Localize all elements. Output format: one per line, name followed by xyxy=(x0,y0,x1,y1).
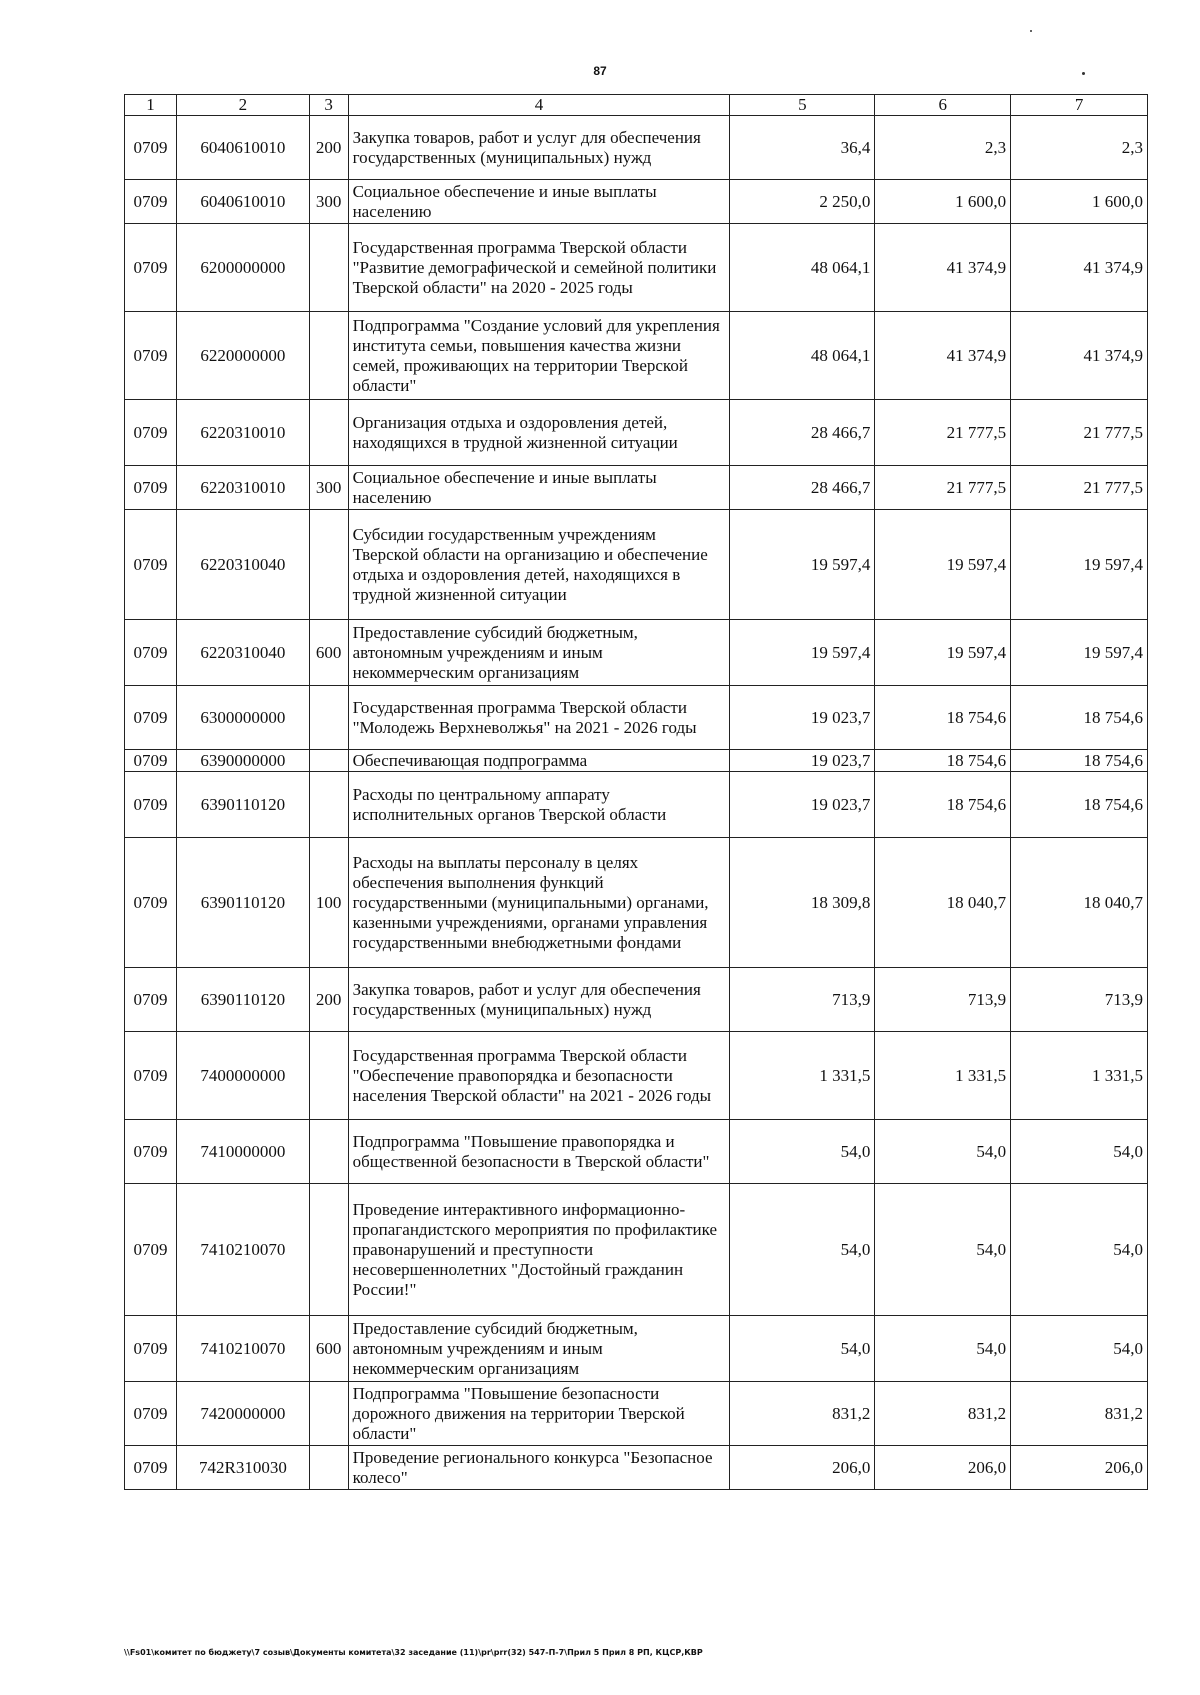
amount-col6-cell: 1 600,0 xyxy=(875,180,1011,224)
target-article-cell: 6040610010 xyxy=(177,180,310,224)
target-article-cell: 742R310030 xyxy=(177,1446,310,1490)
expense-type-cell xyxy=(309,400,348,466)
section-code-cell: 0709 xyxy=(125,1316,177,1382)
expense-type-cell: 100 xyxy=(309,838,348,968)
description-cell: Государственная программа Тверской области "Обеспечение правопорядка и безопасности населения Тверской области" на 2021 - 2026 годы xyxy=(348,1032,730,1120)
column-header-2: 2 xyxy=(177,95,310,116)
section-code-cell: 0709 xyxy=(125,838,177,968)
table-row xyxy=(125,510,1148,620)
section-code-cell: 0709 xyxy=(125,750,177,772)
description-cell: Подпрограмма "Создание условий для укрепления института семьи, повышения качества жизни семей, проживающих на территории Тверской области" xyxy=(348,312,730,400)
target-article-cell: 6300000000 xyxy=(177,686,310,750)
amount-col5-cell: 36,4 xyxy=(730,116,875,180)
amount-col6-cell: 19 597,4 xyxy=(875,620,1011,686)
amount-col7-cell: 1 600,0 xyxy=(1011,180,1148,224)
amount-col5-cell: 19 023,7 xyxy=(730,750,875,772)
amount-col5-cell: 206,0 xyxy=(730,1446,875,1490)
amount-col6-cell: 54,0 xyxy=(875,1184,1011,1316)
amount-col6-cell: 41 374,9 xyxy=(875,224,1011,312)
amount-col7-cell: 713,9 xyxy=(1011,968,1148,1032)
section-code-cell: 0709 xyxy=(125,772,177,838)
target-article-cell: 6390110120 xyxy=(177,838,310,968)
amount-col6-cell: 18 040,7 xyxy=(875,838,1011,968)
expense-type-cell: 200 xyxy=(309,116,348,180)
expense-type-cell: 600 xyxy=(309,1316,348,1382)
target-article-cell: 7410210070 xyxy=(177,1316,310,1382)
target-article-cell: 6390000000 xyxy=(177,750,310,772)
section-code-cell: 0709 xyxy=(125,968,177,1032)
footer-file-path: \\Fs01\комитет по бюджету\7 созыв\Документы комитета\32 заседание (11)\pr\prr(32) 547-П-7\Прил 5 Прил 8 РП, КЦСР,КВР xyxy=(124,1648,703,1657)
table-row xyxy=(125,1032,1148,1120)
description-cell: Закупка товаров, работ и услуг для обеспечения государственных (муниципальных) нужд xyxy=(348,116,730,180)
header-row xyxy=(125,95,1148,116)
amount-col6-cell: 831,2 xyxy=(875,1382,1011,1446)
expense-type-cell xyxy=(309,750,348,772)
expense-type-cell xyxy=(309,686,348,750)
description-cell: Предоставление субсидий бюджетным, автономным учреждениям и иным некоммерческим организациям xyxy=(348,1316,730,1382)
amount-col6-cell: 1 331,5 xyxy=(875,1032,1011,1120)
amount-col7-cell: 831,2 xyxy=(1011,1382,1148,1446)
column-header-4: 4 xyxy=(348,95,730,116)
table-row xyxy=(125,1382,1148,1446)
column-header-1: 1 xyxy=(125,95,177,116)
amount-col6-cell: 41 374,9 xyxy=(875,312,1011,400)
table-row xyxy=(125,180,1148,224)
table-row xyxy=(125,968,1148,1032)
expense-type-cell: 300 xyxy=(309,180,348,224)
scan-speck xyxy=(1030,30,1032,32)
amount-col7-cell: 54,0 xyxy=(1011,1184,1148,1316)
description-cell: Проведение интерактивного информационно-пропагандистского мероприятия по профилактике правонарушений и преступности несовершеннолетних "Достойный гражданин России!" xyxy=(348,1184,730,1316)
section-code-cell: 0709 xyxy=(125,1382,177,1446)
amount-col6-cell: 2,3 xyxy=(875,116,1011,180)
budget-table xyxy=(124,94,1148,1490)
section-code-cell: 0709 xyxy=(125,312,177,400)
section-code-cell: 0709 xyxy=(125,224,177,312)
section-code-cell: 0709 xyxy=(125,1446,177,1490)
table-row xyxy=(125,686,1148,750)
amount-col7-cell: 41 374,9 xyxy=(1011,224,1148,312)
description-cell: Подпрограмма "Повышение безопасности дорожного движения на территории Тверской области" xyxy=(348,1382,730,1446)
amount-col6-cell: 21 777,5 xyxy=(875,466,1011,510)
amount-col5-cell: 18 309,8 xyxy=(730,838,875,968)
amount-col6-cell: 18 754,6 xyxy=(875,772,1011,838)
amount-col7-cell: 54,0 xyxy=(1011,1316,1148,1382)
expense-type-cell xyxy=(309,510,348,620)
section-code-cell: 0709 xyxy=(125,466,177,510)
expense-type-cell xyxy=(309,772,348,838)
table-row xyxy=(125,466,1148,510)
target-article-cell: 7420000000 xyxy=(177,1382,310,1446)
section-code-cell: 0709 xyxy=(125,180,177,224)
amount-col7-cell: 206,0 xyxy=(1011,1446,1148,1490)
target-article-cell: 6200000000 xyxy=(177,224,310,312)
scan-speck xyxy=(1082,72,1085,75)
amount-col6-cell: 18 754,6 xyxy=(875,686,1011,750)
amount-col6-cell: 54,0 xyxy=(875,1120,1011,1184)
description-cell: Подпрограмма "Повышение правопорядка и общественной безопасности в Тверской области" xyxy=(348,1120,730,1184)
section-code-cell: 0709 xyxy=(125,620,177,686)
target-article-cell: 6220310040 xyxy=(177,510,310,620)
amount-col5-cell: 19 023,7 xyxy=(730,772,875,838)
expense-type-cell xyxy=(309,1184,348,1316)
amount-col5-cell: 28 466,7 xyxy=(730,466,875,510)
description-cell: Социальное обеспечение и иные выплаты населению xyxy=(348,180,730,224)
amount-col5-cell: 1 331,5 xyxy=(730,1032,875,1120)
amount-col6-cell: 54,0 xyxy=(875,1316,1011,1382)
section-code-cell: 0709 xyxy=(125,1184,177,1316)
target-article-cell: 6040610010 xyxy=(177,116,310,180)
amount-col7-cell: 1 331,5 xyxy=(1011,1032,1148,1120)
amount-col5-cell: 19 597,4 xyxy=(730,620,875,686)
amount-col7-cell: 18 040,7 xyxy=(1011,838,1148,968)
table-row xyxy=(125,772,1148,838)
expense-type-cell: 300 xyxy=(309,466,348,510)
expense-type-cell xyxy=(309,1120,348,1184)
expense-type-cell xyxy=(309,224,348,312)
table-row xyxy=(125,1316,1148,1382)
table-row xyxy=(125,838,1148,968)
table-row xyxy=(125,400,1148,466)
description-cell: Государственная программа Тверской области "Развитие демографической и семейной политики Тверской области" на 2020 - 2025 годы xyxy=(348,224,730,312)
amount-col5-cell: 54,0 xyxy=(730,1316,875,1382)
target-article-cell: 6220000000 xyxy=(177,312,310,400)
description-cell: Социальное обеспечение и иные выплаты населению xyxy=(348,466,730,510)
target-article-cell: 6390110120 xyxy=(177,968,310,1032)
table-row xyxy=(125,116,1148,180)
description-cell: Государственная программа Тверской области "Молодежь Верхневолжья" на 2021 - 2026 годы xyxy=(348,686,730,750)
amount-col5-cell: 28 466,7 xyxy=(730,400,875,466)
section-code-cell: 0709 xyxy=(125,116,177,180)
table-row xyxy=(125,750,1148,772)
amount-col6-cell: 19 597,4 xyxy=(875,510,1011,620)
section-code-cell: 0709 xyxy=(125,1032,177,1120)
table-row xyxy=(125,1184,1148,1316)
description-cell: Обеспечивающая подпрограмма xyxy=(348,750,730,772)
target-article-cell: 7400000000 xyxy=(177,1032,310,1120)
table-row xyxy=(125,620,1148,686)
amount-col6-cell: 18 754,6 xyxy=(875,750,1011,772)
amount-col7-cell: 21 777,5 xyxy=(1011,400,1148,466)
table-row xyxy=(125,1446,1148,1490)
page-number: 87 xyxy=(593,64,607,78)
section-code-cell: 0709 xyxy=(125,510,177,620)
amount-col7-cell: 18 754,6 xyxy=(1011,686,1148,750)
target-article-cell: 6220310040 xyxy=(177,620,310,686)
expense-type-cell: 600 xyxy=(309,620,348,686)
table-row xyxy=(125,312,1148,400)
amount-col7-cell: 19 597,4 xyxy=(1011,510,1148,620)
table-row xyxy=(125,1120,1148,1184)
amount-col5-cell: 713,9 xyxy=(730,968,875,1032)
column-header-7: 7 xyxy=(1011,95,1148,116)
expense-type-cell xyxy=(309,1446,348,1490)
amount-col7-cell: 2,3 xyxy=(1011,116,1148,180)
amount-col7-cell: 18 754,6 xyxy=(1011,772,1148,838)
section-code-cell: 0709 xyxy=(125,686,177,750)
target-article-cell: 6220310010 xyxy=(177,466,310,510)
amount-col6-cell: 713,9 xyxy=(875,968,1011,1032)
column-header-6: 6 xyxy=(875,95,1011,116)
amount-col5-cell: 48 064,1 xyxy=(730,224,875,312)
amount-col7-cell: 19 597,4 xyxy=(1011,620,1148,686)
column-header-5: 5 xyxy=(730,95,875,116)
description-cell: Расходы на выплаты персоналу в целях обеспечения выполнения функций государственными (муниципальными) органами, казенными учреждениями, органами управления государственными внебюджетными фондами xyxy=(348,838,730,968)
expense-type-cell xyxy=(309,1382,348,1446)
amount-col7-cell: 41 374,9 xyxy=(1011,312,1148,400)
expense-type-cell xyxy=(309,312,348,400)
target-article-cell: 6390110120 xyxy=(177,772,310,838)
amount-col5-cell: 54,0 xyxy=(730,1184,875,1316)
amount-col5-cell: 48 064,1 xyxy=(730,312,875,400)
amount-col7-cell: 54,0 xyxy=(1011,1120,1148,1184)
amount-col7-cell: 18 754,6 xyxy=(1011,750,1148,772)
amount-col6-cell: 21 777,5 xyxy=(875,400,1011,466)
section-code-cell: 0709 xyxy=(125,1120,177,1184)
description-cell: Закупка товаров, работ и услуг для обеспечения государственных (муниципальных) нужд xyxy=(348,968,730,1032)
amount-col5-cell: 831,2 xyxy=(730,1382,875,1446)
description-cell: Предоставление субсидий бюджетным, автономным учреждениям и иным некоммерческим организациям xyxy=(348,620,730,686)
amount-col5-cell: 19 023,7 xyxy=(730,686,875,750)
description-cell: Проведение регионального конкурса "Безопасное колесо" xyxy=(348,1446,730,1490)
expense-type-cell xyxy=(309,1032,348,1120)
amount-col5-cell: 54,0 xyxy=(730,1120,875,1184)
table-row xyxy=(125,224,1148,312)
target-article-cell: 7410000000 xyxy=(177,1120,310,1184)
amount-col6-cell: 206,0 xyxy=(875,1446,1011,1490)
expense-type-cell: 200 xyxy=(309,968,348,1032)
section-code-cell: 0709 xyxy=(125,400,177,466)
amount-col5-cell: 19 597,4 xyxy=(730,510,875,620)
description-cell: Организация отдыха и оздоровления детей, находящихся в трудной жизненной ситуации xyxy=(348,400,730,466)
description-cell: Субсидии государственным учреждениям Тверской области на организацию и обеспечение отдыха и оздоровления детей, находящихся в трудной жизненной ситуации xyxy=(348,510,730,620)
column-header-3: 3 xyxy=(309,95,348,116)
target-article-cell: 6220310010 xyxy=(177,400,310,466)
target-article-cell: 7410210070 xyxy=(177,1184,310,1316)
amount-col5-cell: 2 250,0 xyxy=(730,180,875,224)
amount-col7-cell: 21 777,5 xyxy=(1011,466,1148,510)
description-cell: Расходы по центральному аппарату исполнительных органов Тверской области xyxy=(348,772,730,838)
